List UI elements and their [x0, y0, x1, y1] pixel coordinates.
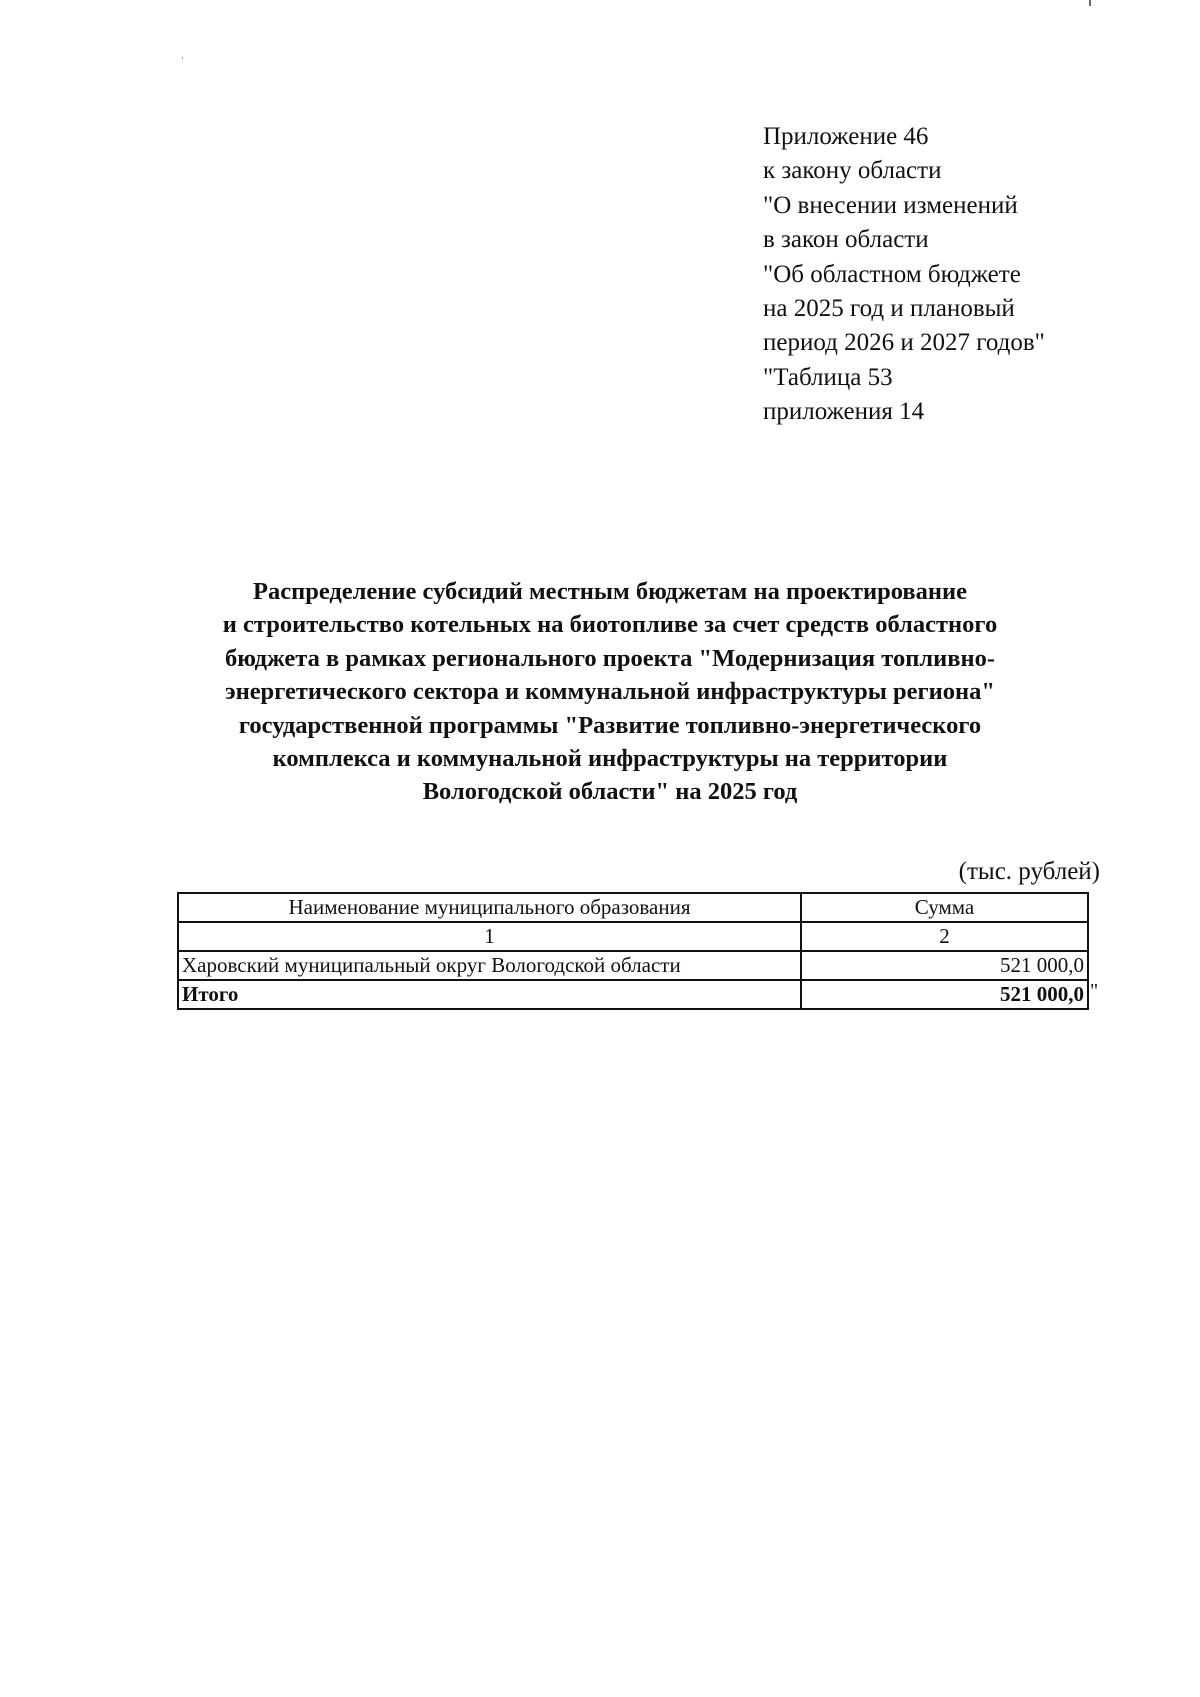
column-number-row: [178, 922, 1088, 951]
document-title: [190, 575, 1030, 809]
title-line: комплекса и коммунальной инфраструктуры на территории: [272, 745, 948, 773]
title-line: государственной программы "Развитие топливно-энергетического: [238, 711, 982, 739]
title-line: Распределение субсидий местным бюджетам на проектирование: [253, 578, 967, 605]
title-line: и строительство котельных на биотопливе за счет средств областного: [222, 611, 998, 639]
appendix-line: период 2026 и 2027 годов": [763, 329, 1045, 357]
municipality-name: Харовский муниципальный округ Вологодской области: [178, 951, 801, 980]
total-label: Итого: [178, 980, 801, 1009]
appendix-line: "О внесении изменений: [763, 191, 1018, 219]
title-line: бюджета в рамках регионального проекта "Модернизация топливно-: [225, 644, 995, 672]
appendix-line: Приложение 46: [763, 123, 929, 150]
subsidy-amount: 521 000,0: [801, 951, 1088, 980]
column-number: 1: [178, 922, 801, 951]
closing-quote: ": [1090, 980, 1099, 1002]
scan-artifact: [1089, 0, 1091, 6]
title-line: энергетического сектора и коммунальной инфраструктуры региона": [224, 678, 996, 706]
total-amount: 521 000,0: [801, 980, 1088, 1009]
header-municipality: Наименование муниципального образования: [178, 893, 801, 922]
units-label: (тыс. рублей): [958, 858, 1100, 885]
appendix-line: "Таблица 53: [763, 363, 893, 391]
title-line: Вологодской области" на 2025 год: [422, 778, 798, 806]
total-row: [178, 980, 1088, 1009]
table-row: [178, 951, 1088, 980]
appendix-reference: [763, 120, 1045, 430]
subsidy-table: [177, 892, 1089, 1010]
appendix-line: в закон области: [763, 226, 929, 254]
table-header-row: [178, 893, 1088, 922]
column-number: 2: [801, 922, 1088, 951]
appendix-line: к закону области: [763, 157, 942, 185]
appendix-line: на 2025 год и плановый: [763, 295, 1015, 323]
appendix-line: "Об областном бюджете: [763, 260, 1021, 288]
header-amount: Сумма: [801, 893, 1088, 922]
appendix-line: приложения 14: [763, 398, 925, 426]
scan-artifact: [182, 57, 183, 59]
